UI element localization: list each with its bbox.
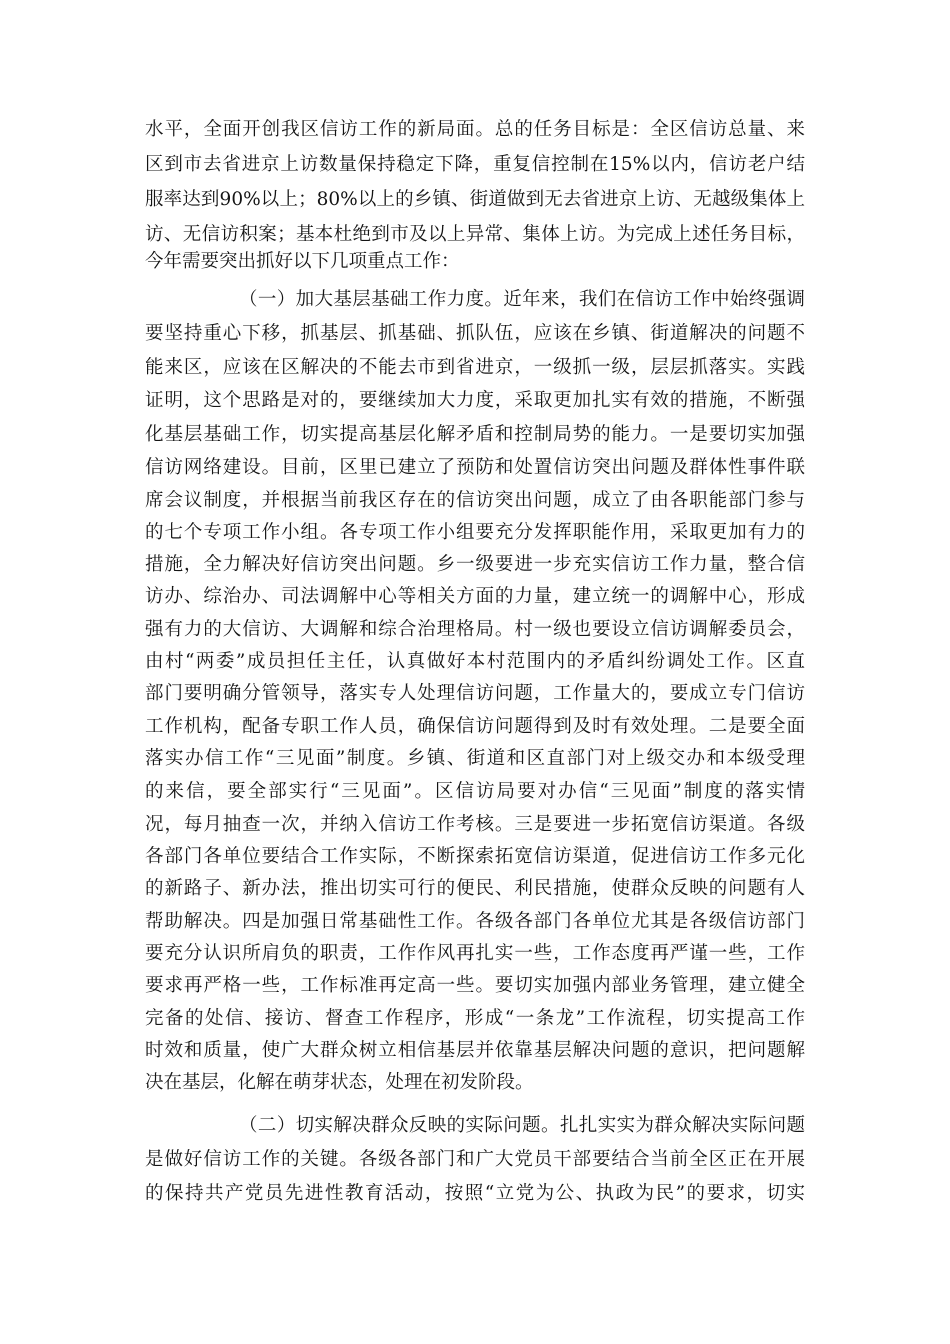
section-heading-line: （一）加大基层基础工作力度。近年来，我们在信访工作中始终强调 <box>239 289 805 310</box>
text-line: 要充分认识所肩负的职责，工作作风再扎实一些，工作态度再严谨一些，工作 <box>145 943 805 964</box>
text-line: 强有力的大信访、大调解和综合治理格局。村一级也要设立信访调解委员会， <box>145 619 805 640</box>
text-line: 的七个专项工作小组。各专项工作小组要充分发挥职能作用，采取更加有力的 <box>145 522 805 543</box>
text-line: 落实办信工作“三见面”制度。乡镇、街道和区直部门对上级交办和本级受理 <box>145 748 805 769</box>
text-line: 帮助解决。四是加强日常基础性工作。各级各部门各单位尤其是各级信访部门 <box>145 911 805 932</box>
text-line: 区到市去省进京上访数量保持稳定下降，重复信控制在15%以内，信访老户结 <box>145 154 805 175</box>
text-line: 服率达到90%以上；80%以上的乡镇、街道做到无去省进京上访、无越级集体上 <box>145 189 805 210</box>
text-line: 时效和质量，使广大群众树立相信基层并依靠基层解决问题的意识，把问题解 <box>145 1040 805 1061</box>
text-line: 证明，这个思路是对的，要继续加大力度，采取更加扎实有效的措施，不断强 <box>145 390 805 411</box>
text-line: 要坚持重心下移，抓基层、抓基础、抓队伍，应该在乡镇、街道解决的问题不 <box>145 323 805 344</box>
text-line: 由村“两委”成员担任主任，认真做好本村范围内的矛盾纠纷调处工作。区直 <box>145 651 805 672</box>
text-line: 各部门各单位要结合工作实际，不断探索拓宽信访渠道，促进信访工作多元化 <box>145 846 805 867</box>
text-line: 访、无信访积案；基本杜绝到市及以上异常、集体上访。为完成上述任务目标， <box>145 224 805 245</box>
text-line: 完备的处信、接访、督查工作程序，形成“一条龙”工作流程，切实提高工作 <box>145 1008 805 1029</box>
text-line: 工作机构，配备专职工作人员，确保信访问题得到及时有效处理。二是要全面 <box>145 716 805 737</box>
text-line: 的新路子、新办法，推出切实可行的便民、利民措施，使群众反映的问题有人 <box>145 878 805 899</box>
text-line: 措施，全力解决好信访突出问题。乡一级要进一步充实信访工作力量，整合信 <box>145 554 805 575</box>
text-line: 的来信，要全部实行“三见面”。区信访局要对办信“三见面”制度的落实情 <box>145 781 805 802</box>
text-line: 是做好信访工作的关键。各级各部门和广大党员干部要结合当前全区正在开展 <box>145 1149 805 1170</box>
text-line: 要求再严格一些，工作标准再定高一些。要切实加强内部业务管理，建立健全 <box>145 975 805 996</box>
text-line: 部门要明确分管领导，落实专人处理信访问题，工作量大的，要成立专门信访 <box>145 683 805 704</box>
text-line: 信访网络建设。目前，区里已建立了预防和处置信访突出问题及群体性事件联 <box>145 457 805 478</box>
section-heading-line: （二）切实解决群众反映的实际问题。扎扎实实为群众解决实际问题 <box>239 1115 805 1136</box>
text-line: 访办、综治办、司法调解中心等相关方面的力量，建立统一的调解中心，形成 <box>145 586 805 607</box>
text-line: 化基层基础工作，切实提高基层化解矛盾和控制局势的能力。一是要切实加强 <box>145 424 805 445</box>
text-line: 况，每月抽查一次，并纳入信访工作考核。三是要进一步拓宽信访渠道。各级 <box>145 814 805 835</box>
text-line: 今年需要突出抓好以下几项重点工作： <box>145 251 460 272</box>
text-line: 席会议制度，并根据当前我区存在的信访突出问题，成立了由各职能部门参与 <box>145 490 805 511</box>
text-line: 决在基层，化解在萌芽状态，处理在初发阶段。 <box>145 1072 534 1093</box>
text-line: 水平，全面开创我区信访工作的新局面。总的任务目标是：全区信访总量、来 <box>145 119 805 140</box>
text-line: 的保持共产党员先进性教育活动，按照“立党为公、执政为民”的要求，切实 <box>145 1183 805 1204</box>
text-line: 能来区，应该在区解决的不能去市到省进京，一级抓一级，层层抓落实。实践 <box>145 357 805 378</box>
